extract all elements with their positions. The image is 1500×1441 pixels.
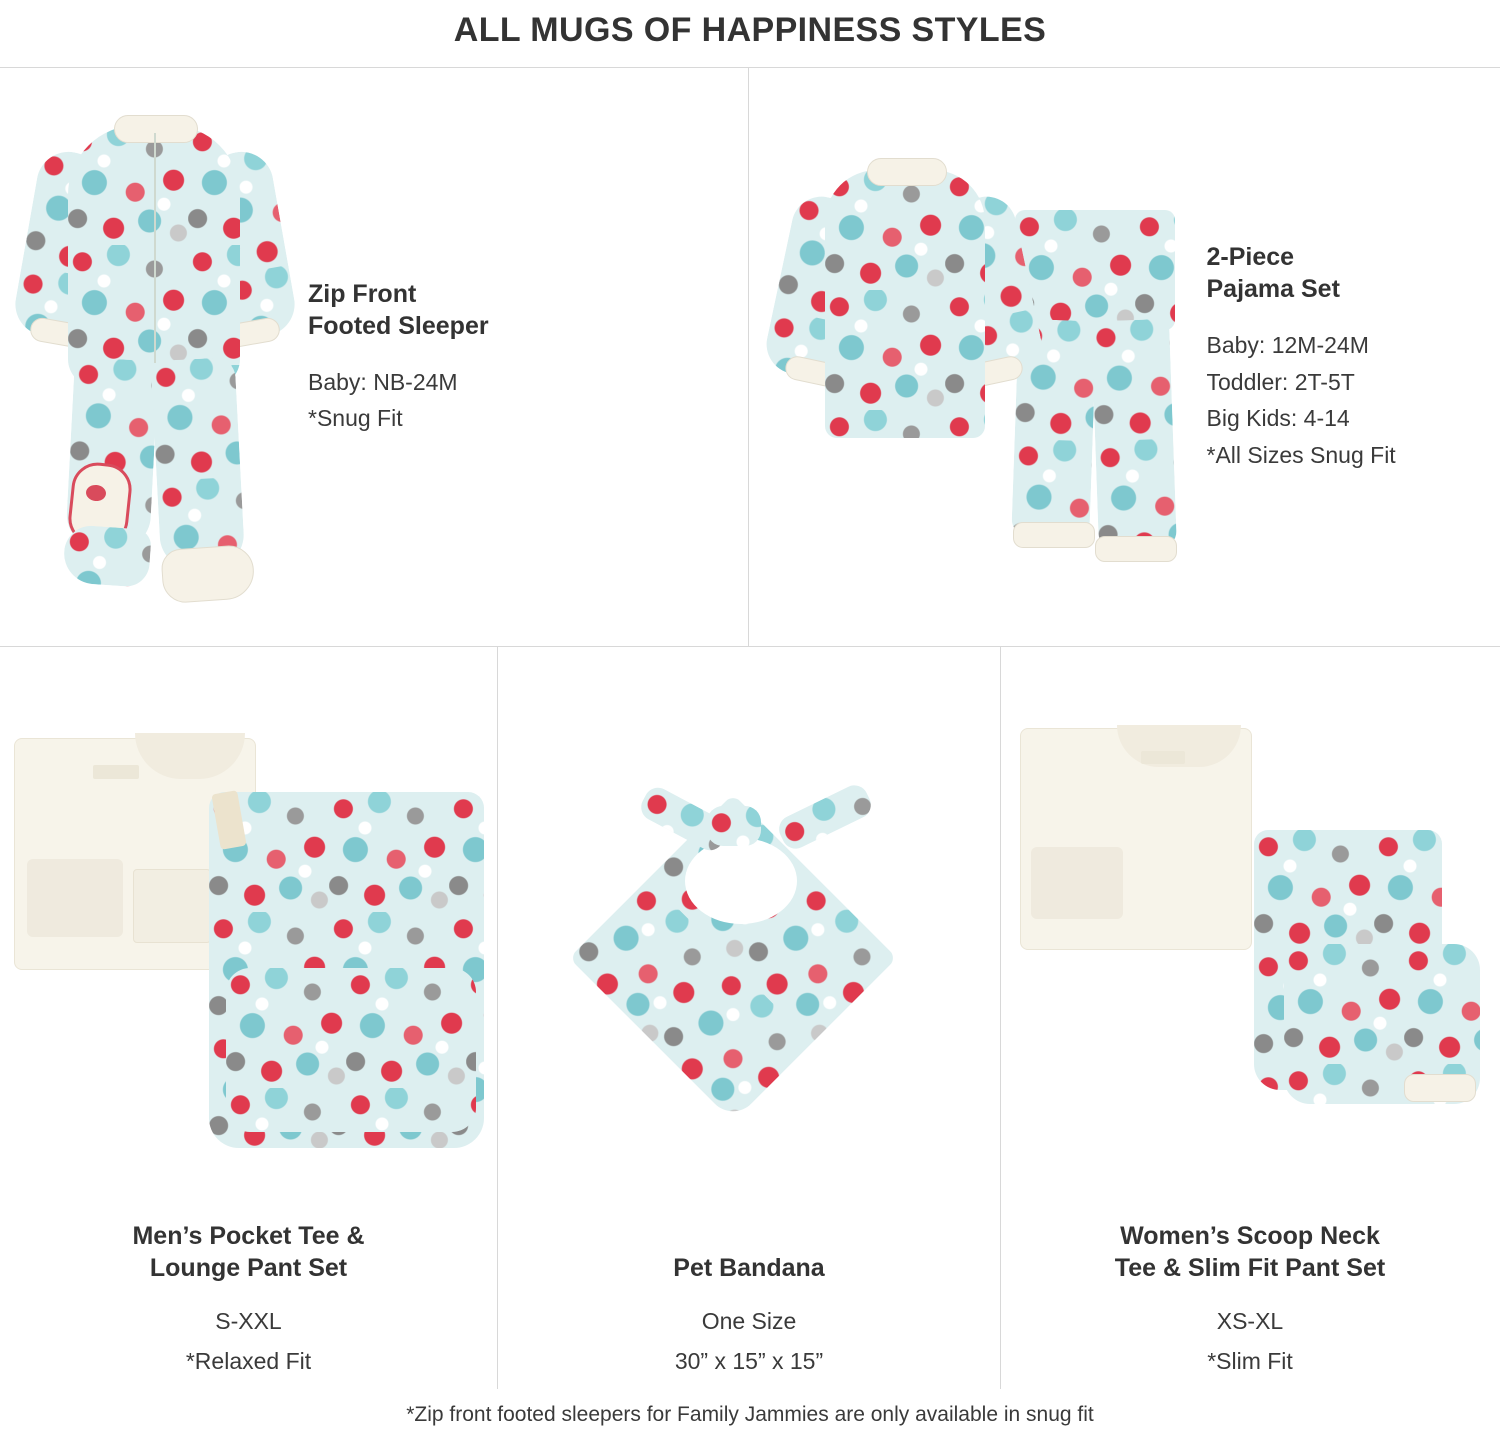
womens-set-graphic — [1020, 718, 1480, 1148]
bandana-opening — [685, 838, 797, 924]
bandana-illustration — [498, 647, 1000, 1252]
bandana-right-tie — [774, 780, 875, 853]
sleeper-left-foot — [62, 524, 152, 588]
pajama-pant-right-leg — [1091, 319, 1177, 552]
bandana-title-line1: Pet Bandana — [673, 1254, 825, 1282]
mens-lounge-pant-fold — [226, 968, 476, 1132]
footnote: *Zip front footed sleepers for Family Jammies are only available in snug fit — [406, 1403, 1094, 1426]
sleeper-zipper — [154, 133, 156, 363]
mens-detail-1: *Relaxed Fit — [185, 1347, 312, 1374]
item-card-womens-scoop-neck-tee-slim-fit-pant-set — [1001, 647, 1499, 1389]
sleeper-detail-1: *Snug Fit — [308, 405, 403, 432]
two-piece-title-line2: Pajama Set — [1206, 274, 1340, 303]
sleeper-right-foot — [160, 544, 256, 604]
mens-title-line1: Men’s Pocket Tee & — [132, 1221, 365, 1250]
pajama-pant-waist — [1015, 210, 1175, 330]
pajama-top — [779, 152, 1029, 442]
mens-tee-collar — [135, 733, 245, 779]
womens-detail-0: XS-XL — [1216, 1307, 1284, 1334]
mens-title-line2: Lounge Pant Set — [149, 1254, 348, 1282]
page-title: ALL MUGS OF HAPPINESS STYLES — [453, 11, 1047, 49]
two-piece-detail-2: Big Kids: 4-14 — [1206, 405, 1350, 432]
item-card-mens-pocket-tee-lounge-pant-set — [0, 647, 497, 1389]
brand-label — [1141, 751, 1185, 764]
bandana-title — [673, 1252, 824, 1285]
womens-illustration — [1001, 647, 1499, 1219]
two-piece-detail-0: Baby: 12M-24M — [1206, 331, 1369, 358]
sleeper-title — [308, 278, 489, 342]
mens-tee-sleeve-fold — [27, 859, 123, 937]
womens-title-line1: Women’s Scoop Neck — [1120, 1221, 1380, 1250]
womens-pant-cuff — [1404, 1074, 1476, 1102]
sleeper-title-line1: Zip Front — [308, 279, 417, 308]
brand-label — [93, 765, 139, 779]
pajama-pant-right-cuff — [1095, 536, 1177, 562]
top-row — [0, 68, 1500, 646]
sleeper-collar — [114, 115, 198, 143]
item-card-pet-bandana — [498, 647, 1000, 1389]
pajama-top-neckline — [867, 158, 947, 186]
womens-title-line2: Tee & Slim Fit Pant Set — [1114, 1254, 1386, 1282]
bandana-info — [673, 1252, 824, 1389]
bandana-detail-1: 30” x 15” x 15” — [674, 1347, 824, 1374]
bandana-detail-0: One Size — [701, 1307, 797, 1334]
womens-title — [1115, 1220, 1385, 1285]
sleeper-right-leg — [151, 357, 246, 571]
sleeper-detail-0: Baby: NB-24M — [308, 368, 458, 395]
pajama-top-body — [825, 170, 985, 438]
mens-title — [132, 1220, 364, 1285]
mens-detail-0: S-XXL — [215, 1307, 282, 1334]
womens-detail-1: *Slim Fit — [1207, 1347, 1293, 1374]
mens-info — [132, 1220, 364, 1390]
bandana-knot — [707, 806, 761, 846]
pet-bandana-graphic — [599, 780, 899, 1120]
womens-tee-sleeve-fold — [1031, 847, 1123, 919]
sleeper-info — [290, 278, 499, 438]
mens-illustration — [0, 647, 497, 1219]
mens-set-graphic — [14, 718, 484, 1148]
sleeper-illustration — [20, 107, 290, 607]
footed-sleeper-graphic — [20, 107, 290, 607]
item-card-zip-front-footed-sleeper — [0, 68, 748, 646]
two-piece-title — [1207, 241, 1396, 305]
bottom-row — [0, 647, 1500, 1389]
womens-info — [1115, 1220, 1385, 1390]
two-piece-detail-1: Toddler: 2T-5T — [1206, 368, 1355, 395]
sleeper-title-line2: Footed Sleeper — [308, 311, 489, 340]
mens-tee-pocket — [133, 869, 211, 943]
two-piece-graphic — [769, 132, 1189, 582]
womens-folded-tee — [1020, 728, 1252, 950]
pajama-pant-left-cuff — [1013, 522, 1095, 548]
item-card-two-piece-pajama-set — [749, 68, 1500, 646]
two-piece-illustration — [769, 132, 1189, 582]
two-piece-title-line1: 2-Piece — [1206, 242, 1295, 271]
two-piece-info — [1189, 241, 1406, 474]
two-piece-detail-3: *All Sizes Snug Fit — [1206, 442, 1396, 469]
